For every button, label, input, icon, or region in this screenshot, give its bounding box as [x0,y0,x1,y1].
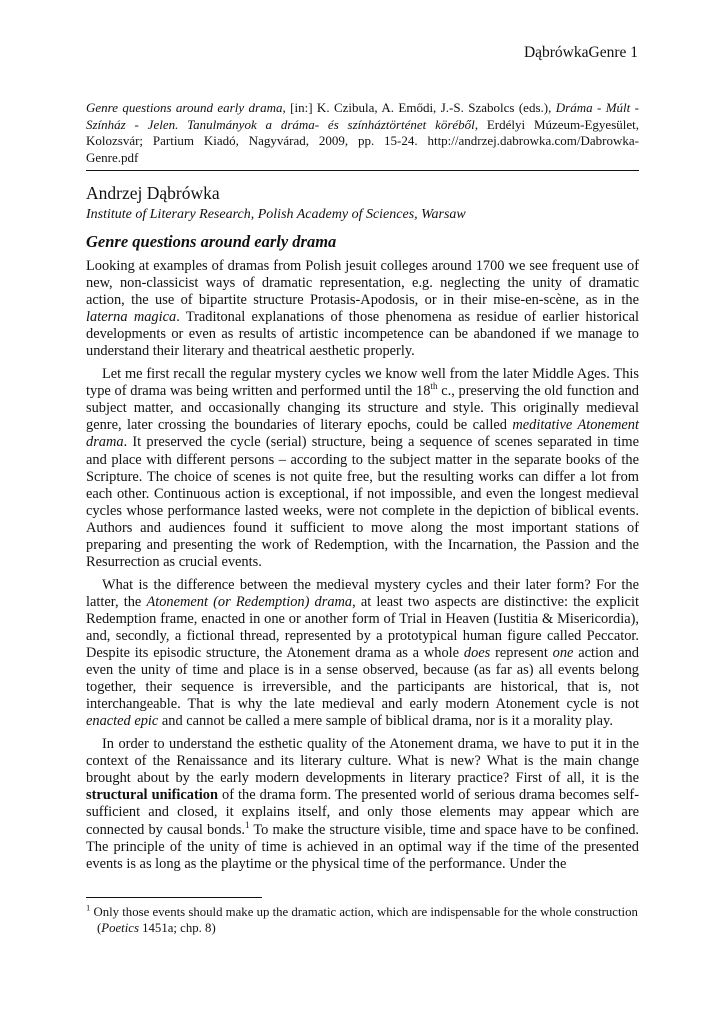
text-run: What is the difference between the medieval mystery cycles and their later form? For the latter, the [86,576,639,610]
paragraph-2 [86,366,639,571]
emphasis: enacted epic [86,713,159,730]
author-affiliation: Institute of Literary Research, Polish Academy of Sciences, Warsaw [86,207,466,222]
footnote-text [86,902,639,936]
text-run: . It preserved the cycle (serial) structure, being a sequence of scenes separated in time and place with different persons – according to the subject matter in the separate books of the Scripture. The choice of scenes is not quite free, but the resulting works can differ a lot from each other. Continuous action is exceptional, if not impossible, and even the longest medieval cycles whose performance lasted weeks, were not complete in the depiction of biblical events. Authors and audiences found it sufficient to move along the most important stations of preparing and presenting the work of Redemption, with the Incarnation, the Passion and the Resurrection as crucial events. [86,434,639,571]
text-run: , at least two aspects are distinctive: the explicit Redemption frame, enacted in one or another form of Trial in Heaven (Iustitia & Misericordia), and, secondly, a fictional thread, represented by a prototypical human figure called Peccator. Despite its episodic structure, the Atonement drama as a whole [86,593,639,662]
emphasis: meditative Atonement drama [86,417,639,451]
citation-article-title: Genre questions around early drama [86,100,283,115]
emphasis: one [552,645,574,662]
text-run: of the drama form. The presented world of serious drama becomes self-sufficient and closed, it explains itself, and only those elements may appear which are connected by causal bonds. [86,787,639,838]
text-run: Only those events should make up the dramatic action, which are indispensable for the whole construction ( [90,905,638,935]
text-run: To make the structure visible, time and space have to be confined. The principle of the unity of time is achieved in an optimal way if the time of the presented events is as long as the playtime or the physical time of the performance. Under the [86,821,639,872]
bold-term: structural unification [86,787,218,804]
text-run: . Traditonal explanations of those phenomena as residue of earlier historical developments or even as results of artistic incompetence can be abandoned if we manage to understand their literary and theatrical aesthetic properly. [86,309,639,360]
text-run: 1451a; chp. 8) [138,920,216,935]
paragraph-3 [86,577,639,731]
citation-block [86,100,639,171]
paragraph-4 [86,736,639,873]
citation-editors: , [in:] K. Czibula, A. Emődi, J.-S. Szabolcs (eds.), [282,100,556,115]
article-title: Genre questions around early drama [86,232,337,251]
paragraph-1 [86,258,639,361]
author-name: Andrzej Dąbrówka [86,183,220,203]
text-run: In order to understand the esthetic quality of the Atonement drama, we have to put it in the context of the Renaissance and its literary culture. What is new? What is the main change brought about by the early modern developments in literary practice? First of all, it is the [86,736,639,787]
text-run: represent [490,645,553,662]
footnote-separator [86,897,262,898]
superscript: th [430,381,438,392]
footnote-reference: 1 [245,819,250,830]
footnote-mark: 1 [86,902,91,913]
text-run: and cannot be called a mere sample of biblical drama, nor is it a morality play. [158,713,613,730]
text-run: Looking at examples of dramas from Polish jesuit colleges around 1700 we see frequent use of new, non-classicist ways of dramatic representation, e.g. neglecting the unity of dramatic action, the use of bipartite structure Protasis-Apodosis, or in their mise-en-scène, as in the [86,258,639,309]
emphasis: does [463,645,491,662]
citation-publisher: , Erdélyi Múzeum-Egyesület, Kolozsvár; Partium Kiadó, Nagyvárad, 2009, pp. 15-24. http://andrzej.dabrowka.com/Dabrowka-Genre.pdf [86,116,639,165]
emphasis: laterna magica [86,309,177,326]
article-body [86,258,639,878]
emphasis: Atonement (or Redemption) drama [146,593,353,610]
citation-book-title: Dráma - Múlt - Színház - Jelen. Tanulmányok a dráma- és színháztörténet köréből [86,100,640,132]
footnote-1 [86,902,639,936]
text-run: Let me first recall the regular mystery cycles we know well from the later Middle Ages. This type of drama was being written and performed until the 18 [86,366,639,400]
text-run: c., preserving the old function and subject matter, and occasionally changing its structure and style. This originally medieval genre, later crossing the boundaries of literary epochs, could be called [86,383,639,434]
emphasis: Poetics [101,920,139,935]
running-head: DąbrówkaGenre 1 [523,44,638,61]
text-run: action and even the unity of time and place is in a sense observed, because (as far as) all events belong together, their sequence is irreversible, and the participants are historical, that is, not interchangeable. That is why the late medieval and early modern Atonement cycle is not [86,645,639,713]
